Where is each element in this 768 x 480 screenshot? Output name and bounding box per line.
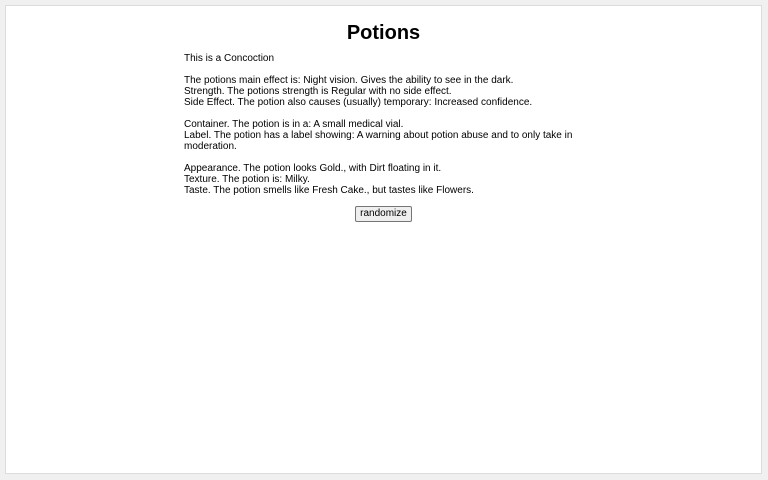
spacer [184, 152, 574, 163]
spacer [184, 64, 574, 75]
potion-texture: Texture. The potion is: Milky. [184, 174, 310, 185]
potion-intro: This is a Concoction [184, 53, 275, 64]
potion-strength: Strength. The potions strength is Regular with no side effect. [184, 86, 452, 97]
button-row [6, 203, 761, 222]
page-container [5, 5, 762, 474]
potion-label: Label. The potion has a label showing: A warning about potion abuse and to only take in moderation. [184, 130, 573, 152]
potion-main-effect: The potions main effect is: Night vision. Gives the ability to see in the dark. [184, 75, 514, 86]
potion-taste: Taste. The potion smells like Fresh Cake., but tastes like Flowers. [184, 185, 474, 196]
potion-appearance: Appearance. The potion looks Gold., with Dirt floating in it. [184, 163, 442, 174]
potion-side-effect: Side Effect. The potion also causes (usually) temporary: Increased confidence. [184, 97, 533, 108]
page-title: Potions [346, 22, 421, 44]
spacer [184, 108, 574, 119]
potion-container: Container. The potion is in a: A small medical vial. [184, 119, 404, 130]
potion-description [184, 53, 574, 196]
randomize-button[interactable]: randomize [355, 206, 412, 222]
